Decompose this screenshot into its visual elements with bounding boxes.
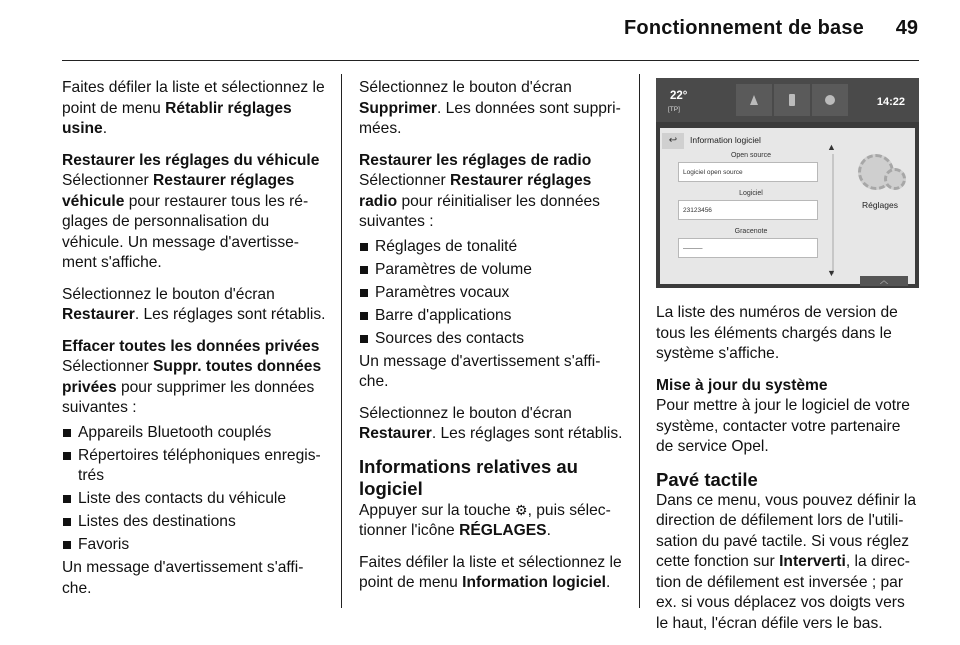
settings-key-icon: ⚙ [515,501,528,518]
paragraph: Un message d'avertissement s'affi-che. [62,559,304,597]
paragraph: Appuyer sur la touche ⚙, puis sélec-tionner l'icône RÉGLAGES. [359,501,611,539]
paragraph: Sélectionner Suppr. toutes données privées pour supprimer les données suivantes : [62,358,322,416]
column-3 [656,303,921,645]
paragraph: Un message d'avertissement s'affi-che. [359,352,601,390]
paragraph: Faites défiler la liste et sélectionnez le point de menu Rétablir réglages usine. [62,79,325,137]
paragraph: Pour mettre à jour le logiciel de votre système, contacter votre partenaire de service Opel. [656,397,910,455]
section-title: Fonctionnement de base [624,17,864,39]
temperature: 22° [670,90,688,102]
scroll-up-icon[interactable]: ▲ [827,142,836,152]
back-arrow-icon[interactable]: ↩ [662,133,684,149]
tab-info [812,84,848,116]
phone-icon [786,93,798,107]
scrollbar[interactable] [832,154,834,274]
navigation-icon [748,93,760,107]
column-1 [62,78,328,610]
heading-system-update: Mise à jour du système [656,376,828,394]
chevron-up-icon[interactable]: ︿ [860,276,908,286]
tab-nav [736,84,772,116]
paragraph: Sélectionner Restaurer réglages radio pour réinitialiser les données suivantes : [359,172,600,230]
paragraph: Sélectionnez le bouton d'écran Restaurer. Les réglages sont rétablis. [359,404,623,442]
paragraph: La liste des numéros de version de tous les éléments chargés dans le système s'affiche. [656,304,898,362]
paragraph: Sélectionner Restaurer réglages véhicule pour restaurer tous les ré-glages de personnalisation du véhicule. Un message d'avertisse-ment s'affiche. [62,172,309,271]
settings-label: Réglages [862,200,898,210]
heading-restore-radio: Restaurer les réglages de radio [359,151,592,169]
page-number: 49 [895,17,918,39]
scroll-down-icon[interactable]: ▼ [827,268,836,278]
list-item: Listes des destinations [62,512,328,533]
heading-software-info: Informations relatives au logiciel [359,455,578,499]
list-item: Sources des contacts [359,329,625,350]
column-divider [341,74,342,608]
tp-indicator: [TP] [668,106,680,113]
list-item: Réglages de tonalité [359,237,625,258]
tab-phone [774,84,810,116]
list-item[interactable]: 23123456 [678,200,818,220]
screen-title: Information logiciel [690,135,761,145]
list-item: Barre d'applications [359,306,625,327]
list-header: Gracenote [734,228,768,235]
list-item: Liste des contacts du véhicule [62,489,328,510]
list-item: Paramètres de volume [359,260,625,281]
heading-delete-private-data: Effacer toutes les données privées [62,337,320,355]
paragraph: Sélectionnez le bouton d'écran Restaurer. Les réglages sont rétablis. [62,285,326,323]
bullet-list [359,237,625,350]
list-item: Appareils Bluetooth couplés [62,423,328,444]
heading-restore-vehicle: Restaurer les réglages du véhicule [62,151,320,169]
list-item[interactable]: Logiciel open source [678,162,818,182]
list-item: Répertoires téléphoniques enregis-trés [62,446,328,487]
list-item: Paramètres vocaux [359,283,625,304]
screen-content [660,128,915,284]
infotainment-screenshot [656,78,919,288]
settings-gear-small-icon [884,168,906,190]
alert-icon [824,93,836,107]
status-bar [656,78,919,122]
list-item: Favoris [62,535,328,556]
column-divider [639,74,640,608]
paragraph: Faites défiler la liste et sélectionnez le point de menu Information logiciel. [359,553,622,591]
paragraph: Dans ce menu, vous pouvez définir la direction de défilement lors de l'utili-sation du pavé tactile. Si vous réglez cette fonction sur Interverti, la direc-tion de défilement est inversée ; par ex. si vous déplacez vos doigts vers le haut, l'écran défile vers le bas. [656,491,917,632]
clock: 14:22 [876,96,905,108]
column-2 [359,78,625,605]
bullet-list [62,423,328,556]
heading-touchpad: Pavé tactile [656,468,758,490]
header-divider [62,60,919,61]
list-header: Open source [730,152,772,159]
paragraph: Sélectionnez le bouton d'écran Supprimer. Les données sont suppri-mées. [359,79,621,137]
list-header: Logiciel [739,190,763,197]
list-item[interactable]: ——— [678,238,818,258]
